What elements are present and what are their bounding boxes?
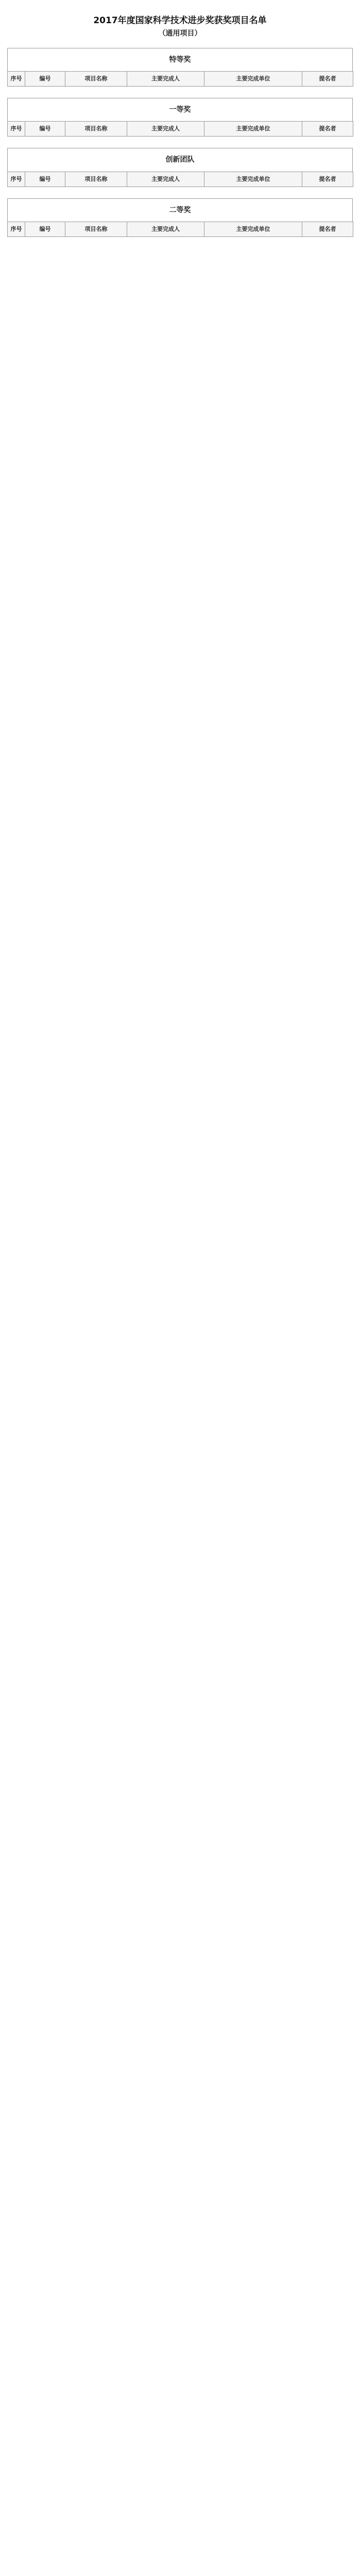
- column-header-units: 主要完成单位: [204, 72, 302, 87]
- table-header-row: [8, 122, 353, 137]
- section-heading: 一等奖: [7, 98, 353, 121]
- award-section: [7, 48, 353, 87]
- column-header-name: 项目名称: [65, 122, 127, 137]
- column-header-units: 主要完成单位: [204, 172, 302, 187]
- table-header-row: [8, 72, 353, 87]
- award-section: [7, 198, 353, 237]
- column-header-name: 项目名称: [65, 172, 127, 187]
- column-header-code: 编号: [25, 222, 65, 236]
- award-table: [7, 222, 353, 237]
- column-header-index: 序号: [8, 172, 25, 187]
- column-header-name: 项目名称: [65, 222, 127, 236]
- section-heading: 创新团队: [7, 148, 353, 171]
- column-header-units: 主要完成单位: [204, 122, 302, 137]
- column-header-nominator: 提名者: [302, 172, 353, 187]
- column-header-code: 编号: [25, 172, 65, 187]
- table-header-row: [8, 172, 353, 187]
- table-header-row: [8, 222, 353, 236]
- column-header-index: 序号: [8, 72, 25, 87]
- column-header-nominator: 提名者: [302, 122, 353, 137]
- column-header-people: 主要完成人: [127, 122, 204, 137]
- column-header-people: 主要完成人: [127, 222, 204, 236]
- column-header-name: 项目名称: [65, 72, 127, 87]
- column-header-index: 序号: [8, 222, 25, 236]
- award-section: [7, 148, 353, 187]
- award-table: [7, 71, 353, 87]
- award-sections: [7, 48, 353, 237]
- column-header-units: 主要完成单位: [204, 222, 302, 236]
- document-page: [0, 0, 360, 264]
- column-header-people: 主要完成人: [127, 172, 204, 187]
- award-table: [7, 121, 353, 137]
- award-table: [7, 172, 353, 187]
- award-section: [7, 98, 353, 137]
- column-header-code: 编号: [25, 72, 65, 87]
- column-header-nominator: 提名者: [302, 72, 353, 87]
- section-heading: 二等奖: [7, 198, 353, 222]
- column-header-nominator: 提名者: [302, 222, 353, 236]
- column-header-index: 序号: [8, 122, 25, 137]
- document-subtitle: （通用项目）: [158, 29, 202, 38]
- document-title: 2017年度国家科学技术进步奖获奖项目名单: [93, 15, 267, 26]
- section-heading: 特等奖: [7, 48, 353, 71]
- column-header-people: 主要完成人: [127, 72, 204, 87]
- column-header-code: 编号: [25, 122, 65, 137]
